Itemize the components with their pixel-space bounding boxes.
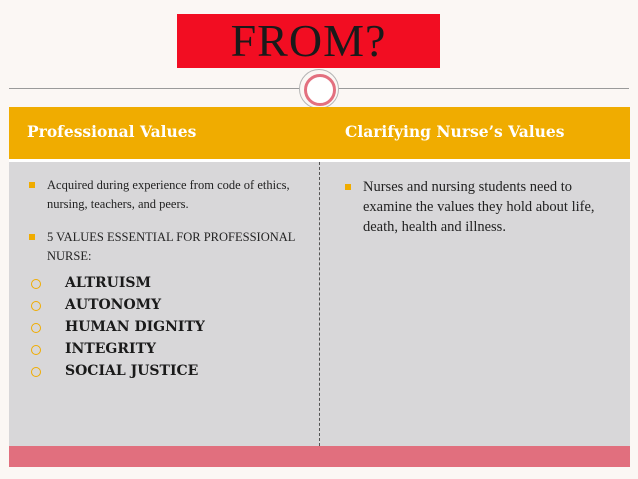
left-column bbox=[28, 176, 313, 382]
ring-bullet-icon bbox=[31, 323, 41, 333]
value-label: INTEGRITY bbox=[65, 341, 156, 357]
values-list-item bbox=[28, 338, 313, 360]
value-label: HUMAN DIGNITY bbox=[65, 319, 205, 335]
values-list-item bbox=[28, 316, 313, 338]
values-list-item bbox=[28, 294, 313, 316]
right-column bbox=[344, 177, 614, 237]
values-list-item bbox=[28, 272, 313, 294]
divider-ring-icon bbox=[304, 74, 336, 106]
left-bullet-text: 5 VALUES ESSENTIAL FOR PROFESSIONAL NURSE: bbox=[47, 230, 295, 263]
square-bullet-icon bbox=[29, 182, 35, 188]
values-list bbox=[28, 272, 313, 382]
square-bullet-icon bbox=[29, 234, 35, 240]
ring-bullet-icon bbox=[31, 367, 41, 377]
left-bullet-text: Acquired during experience from code of ethics, nursing, teachers, and peers. bbox=[47, 178, 290, 211]
footer-band bbox=[9, 446, 630, 467]
left-bullet bbox=[28, 176, 313, 214]
title-box bbox=[177, 14, 440, 68]
ring-bullet-icon bbox=[31, 345, 41, 355]
slide-title: FROM? bbox=[230, 15, 387, 66]
value-label: AUTONOMY bbox=[65, 297, 162, 313]
left-column-header: Professional Values bbox=[27, 122, 197, 141]
square-bullet-icon bbox=[345, 184, 351, 190]
ring-bullet-icon bbox=[31, 301, 41, 311]
value-label: ALTRUISM bbox=[65, 275, 151, 291]
column-divider bbox=[319, 162, 320, 446]
value-label: SOCIAL JUSTICE bbox=[65, 363, 199, 379]
right-column-header: Clarifying Nurse’s Values bbox=[345, 122, 565, 141]
right-bullet-text: Nurses and nursing students need to examine the values they hold about life, death, health and illness. bbox=[363, 179, 595, 235]
right-bullet bbox=[344, 177, 614, 237]
values-list-item bbox=[28, 360, 313, 382]
left-bullet bbox=[28, 228, 313, 266]
ring-bullet-icon bbox=[31, 279, 41, 289]
